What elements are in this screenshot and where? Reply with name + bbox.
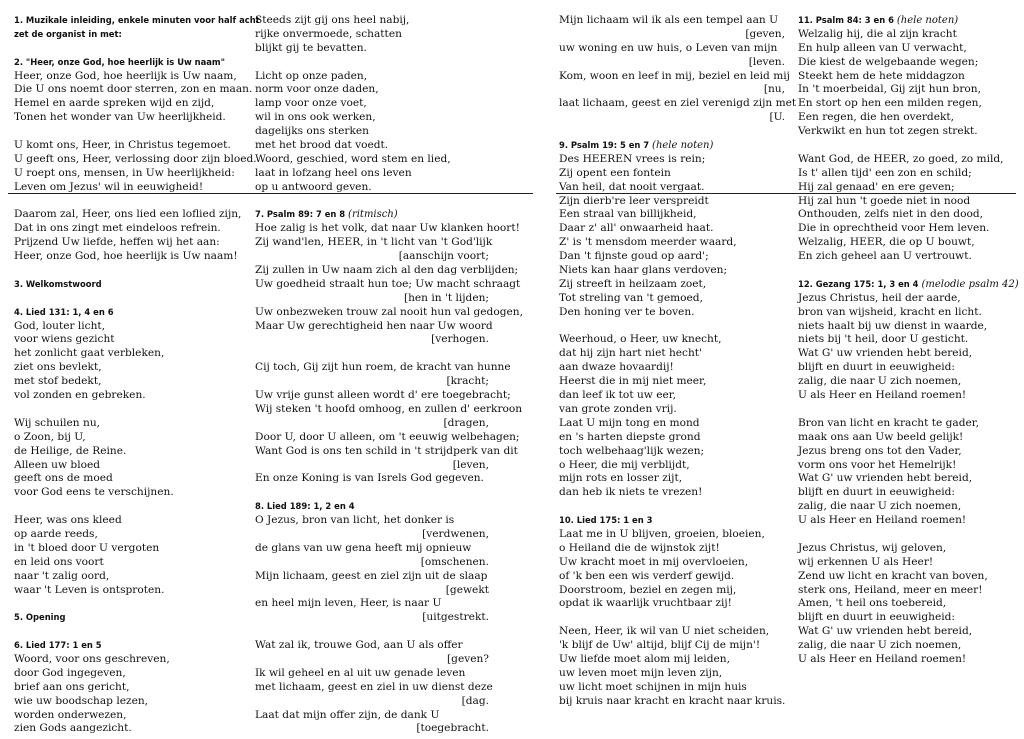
verse-line: wij erkennen U als Heer!	[798, 555, 934, 568]
verse-line: worden onderwezen,	[14, 708, 127, 721]
verse-line: norm voor onze daden,	[255, 83, 379, 96]
verse-line: Weerhoud, o Heer, uw knecht,	[559, 333, 722, 346]
verse-line: door God ingegeven,	[14, 666, 126, 679]
verse-line: Z' is 't mensdom meerder waard,	[559, 236, 737, 249]
verse-line: Des HEEREN vrees is rein;	[559, 152, 706, 165]
verse-line: de glans van uw gena heeft mij opnieuw	[255, 541, 472, 554]
verse-line: blijft en duurt in eeuwigheid:	[798, 611, 955, 624]
verse-line: Dan 't fijnste goud op aard';	[559, 250, 709, 263]
verse-line: [uitgestrekt.	[422, 611, 489, 624]
section-heading	[14, 56, 254, 70]
verse-line: O Jezus, bron van licht, het donker is	[255, 514, 455, 527]
verse-line: Licht op onze paden,	[255, 69, 368, 82]
heading-note: (hele noten)	[652, 140, 714, 152]
heading-text: 10. Lied 175: 1 en 3	[559, 515, 653, 526]
verse-line: Tot streling van 't gemoed,	[559, 291, 703, 304]
section-heading	[14, 278, 254, 292]
verse-line: [toegebracht.	[416, 722, 489, 735]
heading-text: 4. Lied 131: 1, 4 en 6	[14, 306, 114, 317]
heading-text: 1. Muzikale inleiding, enkele minuten voor half acht	[14, 15, 260, 25]
verse-line: Woord, geschied, word stem en lied,	[255, 152, 451, 165]
verse-line: Ik wil geheel en al uit uw genade leven	[255, 666, 466, 679]
verse-line: sterk ons, Heiland, meer en meer!	[798, 583, 983, 596]
verse-line: Cij toch, Gij zijt hun roem, de kracht van hunne	[255, 361, 511, 374]
verse-line: vorm ons voor het Hemelrijk!	[798, 458, 957, 471]
verse-line: in 't bloed door U vergoten	[14, 541, 160, 554]
verse-line: Wat G' uw vrienden hebt bereid,	[798, 625, 973, 638]
verse-line: Wat zal ik, trouwe God, aan U als offer	[255, 639, 463, 652]
verse-line: Want God is ons ten schild in 't strijdperk van dit	[255, 444, 518, 457]
verse-line: Zij zullen in Uw naam zich al den dag verblijden;	[255, 264, 519, 277]
verse-line: Steekt hem de hete middagzon	[798, 69, 965, 82]
spacer	[798, 528, 1020, 542]
verse-line: laat in lofzang heel ons leven	[255, 166, 412, 179]
spacer	[559, 611, 791, 625]
verse-line: wil in ons ook werken,	[255, 111, 376, 124]
verse-line: Dat in ons zingt met eindeloos refrein.	[14, 222, 221, 235]
verse-line: niets bij 't heil, door U gesticht.	[798, 333, 969, 346]
spacer	[14, 292, 254, 306]
verse-line: Uw kracht moet in mij overvloeien,	[559, 555, 749, 568]
verse-line: Laat dat mijn offer zijn, de dank U	[255, 708, 440, 721]
verse-line: [verhogen.	[431, 333, 489, 346]
verse-line: met stof bedekt,	[14, 375, 102, 388]
verse-line: Uw onbezweken trouw zal nooit hun val gedogen,	[255, 305, 523, 318]
verse-line: U roept ons, mensen, in Uw heerlijkheid:	[14, 166, 235, 179]
verse-line: 'k blijf de Uw' altijd, blijf Cij de mijn'!	[559, 639, 761, 652]
verse-line: waar 't Leven is ontsproten.	[14, 583, 165, 596]
verse-line: Hij zal hun 't goede niet in nood	[798, 194, 971, 207]
verse-line: Wij schuilen nu,	[14, 416, 101, 429]
verse-line: In 't moerbeidal, Gij zijt hun bron,	[798, 83, 981, 96]
verse-line: U komt ons, Heer, in Christus tegemoet.	[14, 139, 231, 152]
verse-line: [hen in 't lijden;	[403, 291, 489, 304]
verse-line: Jezus Christus, heil der aarde,	[798, 291, 961, 304]
verse-line: U als Heer en Heiland roemen!	[798, 514, 967, 527]
verse-line: En onze Koning is van Isrels God gegeven.	[255, 472, 484, 485]
verse-line: en 's harten diepste grond	[559, 430, 701, 443]
section-heading	[255, 208, 495, 222]
verse-line: Jezus Christus, wij geloven,	[798, 541, 947, 554]
verse-line: [dragen,	[443, 416, 489, 429]
verse-line: Heer, onze God, hoe heerlijk is Uw naam!	[14, 250, 238, 263]
verse-line: zien Gods aangezicht.	[14, 722, 132, 735]
verse-line: uw woning en uw huis, o Leven van mijn	[559, 41, 778, 54]
verse-line: [nu,	[763, 83, 785, 96]
verse-line: Want God, de HEER, zo goed, zo mild,	[798, 152, 1004, 165]
verse-line: Heer, was ons kleed	[14, 514, 122, 527]
spacer	[14, 500, 254, 514]
verse-line: van grote zonden vrij.	[559, 402, 677, 415]
column-1	[14, 14, 260, 735]
section-heading	[14, 306, 254, 320]
verse-line: lamp voor onze voet,	[255, 97, 367, 110]
verse-line: en leid ons voort	[14, 555, 104, 568]
verse-line: Kom, woon en leef in mij, beziel en leid mij	[559, 69, 790, 82]
verse-line: Door U, door U alleen, om 't eeuwig welbehagen;	[255, 430, 520, 443]
verse-line: Wij steken 't hoofd omhoog, en zullen d' eerkroon	[255, 402, 523, 415]
heading-note: (hele noten)	[896, 15, 959, 26]
verse-line: U als Heer en Heiland roemen!	[798, 652, 967, 665]
verse-line: met lichaam, geest en ziel in uw dienst deze	[255, 680, 493, 693]
verse-line: de Heilige, de Reine.	[14, 444, 127, 457]
spacer	[14, 597, 254, 611]
verse-line: Uw liefde moet alom mij leiden,	[559, 652, 730, 665]
column-4	[798, 14, 1020, 735]
verse-line: zalig, die naar U zich noemen,	[798, 375, 962, 388]
verse-line: dat hij zijn hart niet hecht'	[559, 347, 702, 360]
verse-line: bron van wijsheid, kracht en licht.	[798, 305, 982, 318]
heading-note: (melodie psalm 42)	[921, 278, 1019, 290]
heading-text: 8. Lied 189: 1, 2 en 4	[255, 501, 355, 512]
verse-line: Bron van licht en kracht te gader,	[798, 416, 980, 429]
verse-line: Welzalig hij, die al zijn kracht	[798, 27, 957, 40]
verse-line: [aanschijn voort;	[398, 250, 489, 263]
verse-line: Amen, 't heil ons toebereid,	[798, 597, 947, 610]
spacer	[255, 56, 495, 70]
verse-line: Neen, Heer, ik wil van U niet scheiden,	[559, 625, 770, 638]
spacer	[798, 403, 1020, 417]
verse-line: Onthouden, zelfs niet in den dood,	[798, 208, 983, 221]
verse-line: Is t' allen tijd' een zon en schild;	[798, 166, 972, 179]
heading-text: zet de organist in met:	[14, 28, 122, 39]
spacer	[559, 320, 791, 334]
spacer	[255, 347, 495, 361]
heading-text: 5. Opening	[14, 612, 66, 623]
section-heading	[255, 500, 495, 514]
section-heading	[14, 14, 260, 28]
verse-line: [geven,	[745, 27, 785, 40]
verse-line: [gewekt	[445, 583, 489, 596]
verse-line: en heel mijn leven, Heer, is naar U	[255, 597, 442, 610]
fold-line-right	[556, 193, 1016, 194]
verse-line: Zend uw licht en kracht van boven,	[798, 569, 988, 582]
section-heading	[559, 514, 791, 528]
verse-line: [kracht;	[446, 375, 489, 388]
verse-line: U als Heer en Heiland roemen!	[798, 389, 967, 402]
verse-line: het zonlicht gaat verbleken,	[14, 347, 165, 360]
spacer	[255, 625, 495, 639]
verse-line: Welzalig, HEER, die op U bouwt,	[798, 236, 975, 249]
verse-line: [verdwenen,	[422, 527, 489, 540]
verse-line: Uw vrije gunst alleen wordt d' ere toegebracht;	[255, 389, 511, 402]
spacer	[14, 125, 254, 139]
verse-line: [U.	[769, 111, 785, 124]
fold-line-left	[8, 193, 533, 194]
verse-line: God, louter licht,	[14, 319, 106, 332]
verse-line: Zij wand'len, HEER, in 't licht van 't God'lijk	[255, 236, 493, 249]
verse-line: blijft en duurt in eeuwigheid:	[798, 486, 955, 499]
verse-line: op aarde reeds,	[14, 527, 98, 540]
verse-line: zalig, die naar U zich noemen,	[798, 639, 962, 652]
verse-line: Prijzend Uw liefde, heffen wij het aan:	[14, 236, 220, 249]
verse-line: Alleen uw bloed	[14, 458, 101, 471]
column-2	[255, 14, 523, 735]
verse-line: Zijn dierb're leer verspreidt	[559, 194, 709, 207]
verse-line: dagelijks ons sterken	[255, 125, 369, 138]
heading-text: 3. Welkomstwoord	[14, 278, 102, 289]
verse-line: Jezus breng ons tot den Vader,	[798, 444, 962, 457]
heading-text: 7. Psalm 89: 7 en 8	[255, 209, 346, 220]
spacer	[14, 625, 254, 639]
verse-line: U geeft ons, Heer, verlossing door zijn bloed.	[14, 152, 257, 165]
verse-line: Niets kan haar glans verdoven;	[559, 264, 728, 277]
verse-line: Daarom zal, Heer, ons lied een loflied zijn,	[14, 208, 242, 221]
verse-line: [dag.	[461, 694, 489, 707]
spacer	[255, 486, 495, 500]
verse-line: [geven?	[447, 652, 489, 665]
verse-line: mijn rots en losser zijt,	[559, 472, 683, 485]
heading-text: 2. "Heer, onze God, hoe heerlijk is Uw naam"	[14, 56, 226, 67]
spacer	[559, 125, 791, 139]
section-heading	[798, 278, 1020, 292]
verse-line: ziet ons bevlekt,	[14, 361, 102, 374]
verse-line: Hoe zalig is het volk, dat naar Uw klanken hoort!	[255, 222, 520, 235]
spacer	[14, 195, 254, 209]
verse-line: Daar z' all' onwaarheid haat.	[559, 222, 714, 235]
verse-line: uw leven moet mijn leven zijn,	[559, 666, 723, 679]
verse-line: vol zonden en gebreken.	[14, 389, 146, 402]
section-heading	[14, 639, 254, 653]
verse-line: Wat G' uw vrienden hebt bereid,	[798, 347, 973, 360]
verse-line: Steeds zijt gij ons heel nabij,	[255, 14, 410, 26]
verse-line: Mijn lichaam wil ik als een tempel aan U	[559, 14, 779, 26]
verse-line: o Zoon, bij U,	[14, 430, 86, 443]
verse-line: op u antwoord geven.	[255, 180, 372, 193]
section-heading	[798, 14, 1020, 28]
verse-line: rijke onvermoede, schatten	[255, 27, 402, 40]
heading-text: 12. Gezang 175: 1, 3 en 4	[798, 278, 919, 289]
verse-line: Den honing ver te boven.	[559, 305, 695, 318]
verse-line: geeft ons de moed	[14, 472, 113, 485]
verse-line: voor wiens gezicht	[14, 333, 115, 346]
verse-line: Een straal van billijkheid,	[559, 208, 697, 221]
verse-line: Laat U mijn tong en mond	[559, 416, 700, 429]
verse-line: aan dwaze hovaardij!	[559, 361, 674, 374]
verse-line: Hemel en aarde spreken wijd en zijd,	[14, 97, 215, 110]
verse-line: niets haalt bij uw dienst in waarde,	[798, 319, 988, 332]
verse-line: Uw goedheid straalt hun toe; Uw macht schraagt	[255, 277, 521, 290]
heading-text: 9. Psalm 19: 5 en 7	[559, 140, 650, 151]
verse-line: laat lichaam, geest en ziel verenigd zijn met	[559, 97, 797, 110]
verse-line: Laat me in U blijven, groeien, bloeien,	[559, 527, 765, 540]
verse-line: Die in oprechtheid voor Hem leven.	[798, 222, 990, 235]
verse-line: Die U ons noemt door sterren, zon en maan.	[14, 83, 253, 96]
verse-line: Van heil, dat nooit vergaat.	[559, 180, 705, 193]
verse-line: naar 't zalig oord,	[14, 569, 110, 582]
verse-line: Wat G' uw vrienden hebt bereid,	[798, 472, 973, 485]
verse-line: Maar Uw gerechtigheid hen naar Uw woord	[255, 319, 493, 332]
spacer	[14, 42, 254, 56]
verse-line: dan leef ik tot uw eer,	[559, 389, 677, 402]
verse-line: blijkt gij te bevatten.	[255, 41, 367, 54]
verse-line: Heerst die in mij niet meer,	[559, 375, 707, 388]
spacer	[798, 139, 1020, 153]
verse-line: Verkwikt en hun tot zegen strekt.	[798, 125, 978, 138]
heading-note: (ritmisch)	[348, 209, 398, 221]
verse-line: o Heiland die de wijnstok zijt!	[559, 541, 720, 554]
verse-line: maak ons aan Uw beeld gelijk!	[798, 430, 964, 443]
verse-line: zalig, die naar U zich noemen,	[798, 500, 962, 513]
verse-line: Hij zal genaad' en ere geven;	[798, 180, 955, 193]
verse-line: Doorstroom, beziel en zegen mij,	[559, 583, 737, 596]
section-heading	[14, 611, 254, 625]
verse-line: brief aan ons gericht,	[14, 680, 130, 693]
verse-line: wie uw boodschap lezen,	[14, 694, 149, 707]
verse-line: blijft en duurt in eeuwigheid:	[798, 361, 955, 374]
verse-line: Mijn lichaam, geest en ziel zijn uit de slaap	[255, 569, 488, 582]
verse-line: Een regen, die hen overdekt,	[798, 111, 955, 124]
section-heading	[14, 28, 254, 42]
verse-line: dan heb ik niets te vrezen!	[559, 486, 703, 499]
verse-line: [leven,	[452, 458, 489, 471]
verse-line: of 'k ben een wis verderf gewijd.	[559, 569, 735, 582]
verse-line: Heer, onze God, hoe heerlijk is Uw naam,	[14, 69, 237, 82]
verse-line: Woord, voor ons geschreven,	[14, 652, 170, 665]
verse-line: toch welbehaag'lijk wezen;	[559, 444, 705, 457]
verse-line: uw licht moet schijnen in mijn huis	[559, 680, 747, 693]
verse-line: [omschenen.	[420, 555, 489, 568]
verse-line: En zich geheel aan U vertrouwt.	[798, 250, 972, 263]
verse-line: voor God eens te verschijnen.	[14, 486, 174, 499]
spacer	[798, 264, 1020, 278]
verse-line: Zij streeft in heilzaam zoet,	[559, 277, 707, 290]
heading-text: 11. Psalm 84: 3 en 6	[798, 15, 894, 25]
spacer	[559, 500, 791, 514]
verse-line: bij kruis naar kracht en kracht naar kruis.	[559, 694, 786, 707]
verse-line: Leven om Jezus' wil in eeuwigheid!	[14, 180, 204, 193]
verse-line: En hulp alleen van U verwacht,	[798, 41, 967, 54]
verse-line: En stort op hen een milden regen,	[798, 97, 982, 110]
verse-line: Tonen het wonder van Uw heerlijkheid.	[14, 111, 226, 124]
verse-line: opdat ik waarlijk vruchtbaar zij!	[559, 597, 732, 610]
spacer	[14, 264, 254, 278]
section-heading	[559, 139, 791, 153]
verse-line: Zij opent een fontein	[559, 166, 671, 179]
spacer	[255, 195, 495, 209]
column-3	[559, 14, 797, 735]
verse-line: Die kiest de welgebaande wegen;	[798, 55, 979, 68]
verse-line: met het brood dat voedt.	[255, 139, 389, 152]
heading-text: 6. Lied 177: 1 en 5	[14, 640, 102, 651]
verse-line: o Heer, die mij verblijdt,	[559, 458, 690, 471]
spacer	[14, 403, 254, 417]
verse-line: [leven.	[748, 55, 785, 68]
